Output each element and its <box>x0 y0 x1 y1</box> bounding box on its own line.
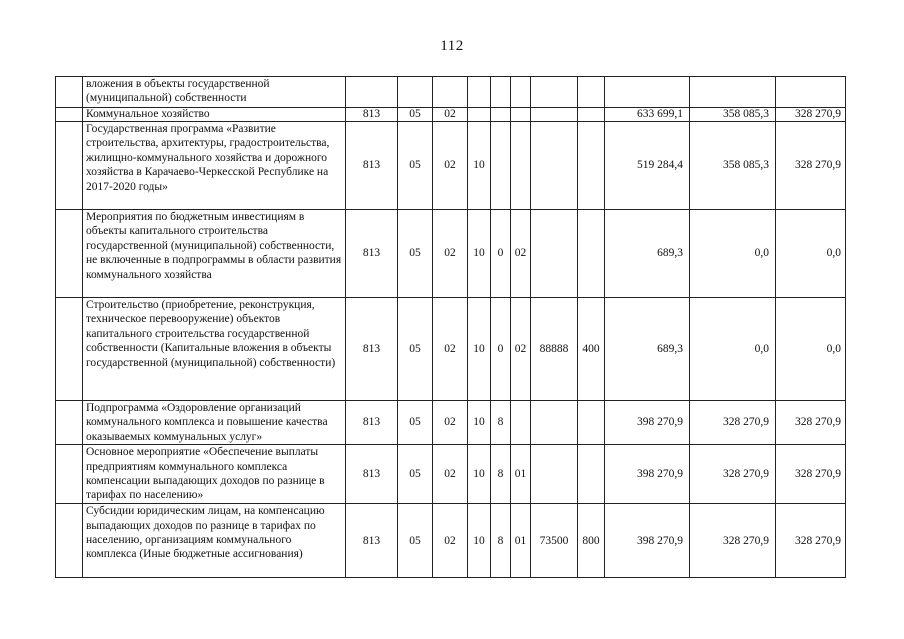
cell-year1: 689,3 <box>605 298 690 401</box>
table-row <box>56 401 846 445</box>
cell-vr <box>578 77 605 108</box>
cell-year1: 398 270,9 <box>605 504 690 578</box>
table-row <box>56 210 846 298</box>
cell-activity <box>511 122 531 210</box>
cell-ved: 813 <box>346 122 398 210</box>
cell-year1: 689,3 <box>605 210 690 298</box>
cell-direction <box>531 445 578 504</box>
cell-year1: 398 270,9 <box>605 445 690 504</box>
cell-pr: 02 <box>433 445 468 504</box>
cell-program: 10 <box>468 122 491 210</box>
cell-ved: 813 <box>346 298 398 401</box>
cell-program: 10 <box>468 504 491 578</box>
cell-year3: 328 270,9 <box>776 122 846 210</box>
row-name: Мероприятия по бюджетным инвестициям в объекты капитального строительства государственной (муниципальной) собственности, не включенные в подпрограммы в области развития коммунального хозяйства <box>83 210 346 298</box>
cell-rz: 05 <box>398 445 433 504</box>
cell-activity: 02 <box>511 210 531 298</box>
cell-subprogram: 0 <box>491 210 511 298</box>
cell-year1: 398 270,9 <box>605 401 690 445</box>
budget-table <box>55 76 846 578</box>
cell-program: 10 <box>468 210 491 298</box>
row-name: Строительство (приобретение, реконструкция, техническое перевооружение) объектов капитального строительства государственной собственности (Капитальные вложения в объекты государственной (муниципальной) собственности) <box>83 298 346 401</box>
cell-subprogram <box>491 122 511 210</box>
cell-rz: 05 <box>398 108 433 122</box>
cell-year3: 328 270,9 <box>776 504 846 578</box>
cell-rz: 05 <box>398 122 433 210</box>
row-number-cell <box>56 504 83 578</box>
cell-year2: 328 270,9 <box>690 401 776 445</box>
row-number-cell <box>56 122 83 210</box>
row-number-cell <box>56 445 83 504</box>
cell-year3 <box>776 77 846 108</box>
cell-direction <box>531 401 578 445</box>
cell-program: 10 <box>468 445 491 504</box>
cell-ved <box>346 77 398 108</box>
cell-vr: 400 <box>578 298 605 401</box>
cell-rz: 05 <box>398 210 433 298</box>
cell-year3: 0,0 <box>776 298 846 401</box>
cell-year2: 358 085,3 <box>690 122 776 210</box>
cell-year2: 0,0 <box>690 210 776 298</box>
cell-pr: 02 <box>433 298 468 401</box>
row-number-cell <box>56 298 83 401</box>
row-name: Субсидии юридическим лицам, на компенсацию выпадающих доходов по разнице в тарифах по населению, организациям коммунального комплекса (Иные бюджетные ассигнования) <box>83 504 346 578</box>
cell-year1: 519 284,4 <box>605 122 690 210</box>
cell-activity: 01 <box>511 445 531 504</box>
cell-program <box>468 77 491 108</box>
cell-pr <box>433 77 468 108</box>
cell-subprogram: 0 <box>491 298 511 401</box>
cell-subprogram <box>491 108 511 122</box>
cell-activity <box>511 108 531 122</box>
cell-ved: 813 <box>346 445 398 504</box>
cell-activity: 01 <box>511 504 531 578</box>
row-number-cell <box>56 77 83 108</box>
cell-pr: 02 <box>433 504 468 578</box>
row-name: вложения в объекты государственной (муниципальной) собственности <box>83 77 346 108</box>
cell-vr <box>578 445 605 504</box>
cell-vr <box>578 401 605 445</box>
row-name: Подпрограмма «Оздоровление организаций коммунального комплекса и повышение качества оказываемых коммунальных услуг» <box>83 401 346 445</box>
row-name: Коммунальное хозяйство <box>83 108 346 122</box>
cell-year3: 328 270,9 <box>776 401 846 445</box>
cell-ved: 813 <box>346 401 398 445</box>
cell-direction: 88888 <box>531 298 578 401</box>
cell-pr: 02 <box>433 122 468 210</box>
cell-vr <box>578 108 605 122</box>
cell-ved: 813 <box>346 504 398 578</box>
cell-vr: 800 <box>578 504 605 578</box>
cell-year2: 0,0 <box>690 298 776 401</box>
cell-ved: 813 <box>346 108 398 122</box>
cell-rz <box>398 77 433 108</box>
cell-subprogram <box>491 77 511 108</box>
table-row <box>56 298 846 401</box>
table-row <box>56 122 846 210</box>
cell-year2 <box>690 77 776 108</box>
row-number-cell <box>56 401 83 445</box>
cell-subprogram: 8 <box>491 445 511 504</box>
page-number: 112 <box>440 38 464 54</box>
table-row <box>56 77 846 108</box>
cell-rz: 05 <box>398 298 433 401</box>
row-name: Основное мероприятие «Обеспечение выплаты предприятиям коммунального комплекса компенсации выпадающих доходов по разнице в тарифах по населению» <box>83 445 346 504</box>
cell-program <box>468 108 491 122</box>
cell-subprogram: 8 <box>491 504 511 578</box>
cell-vr <box>578 210 605 298</box>
cell-program: 10 <box>468 298 491 401</box>
cell-year2: 358 085,3 <box>690 108 776 122</box>
cell-rz: 05 <box>398 401 433 445</box>
cell-direction <box>531 122 578 210</box>
cell-rz: 05 <box>398 504 433 578</box>
cell-activity <box>511 401 531 445</box>
cell-subprogram: 8 <box>491 401 511 445</box>
row-name: Государственная программа «Развитие строительства, архитектуры, градостроительства, жилищно-коммунального хозяйства и дорожного хозяйства в Карачаево-Черкесской Республике на 2017-2020 годы» <box>83 122 346 210</box>
cell-year1 <box>605 77 690 108</box>
cell-ved: 813 <box>346 210 398 298</box>
cell-vr <box>578 122 605 210</box>
row-number-cell <box>56 210 83 298</box>
table-row <box>56 108 846 122</box>
cell-direction: 73500 <box>531 504 578 578</box>
cell-pr: 02 <box>433 108 468 122</box>
cell-year3: 0,0 <box>776 210 846 298</box>
cell-year3: 328 270,9 <box>776 108 846 122</box>
cell-pr: 02 <box>433 401 468 445</box>
cell-year2: 328 270,9 <box>690 504 776 578</box>
cell-activity <box>511 77 531 108</box>
row-number-cell <box>56 108 83 122</box>
cell-year1: 633 699,1 <box>605 108 690 122</box>
table-row <box>56 445 846 504</box>
cell-program: 10 <box>468 401 491 445</box>
cell-year2: 328 270,9 <box>690 445 776 504</box>
table-row <box>56 504 846 578</box>
cell-direction <box>531 77 578 108</box>
cell-pr: 02 <box>433 210 468 298</box>
cell-direction <box>531 108 578 122</box>
cell-year3: 328 270,9 <box>776 445 846 504</box>
cell-direction <box>531 210 578 298</box>
cell-activity: 02 <box>511 298 531 401</box>
